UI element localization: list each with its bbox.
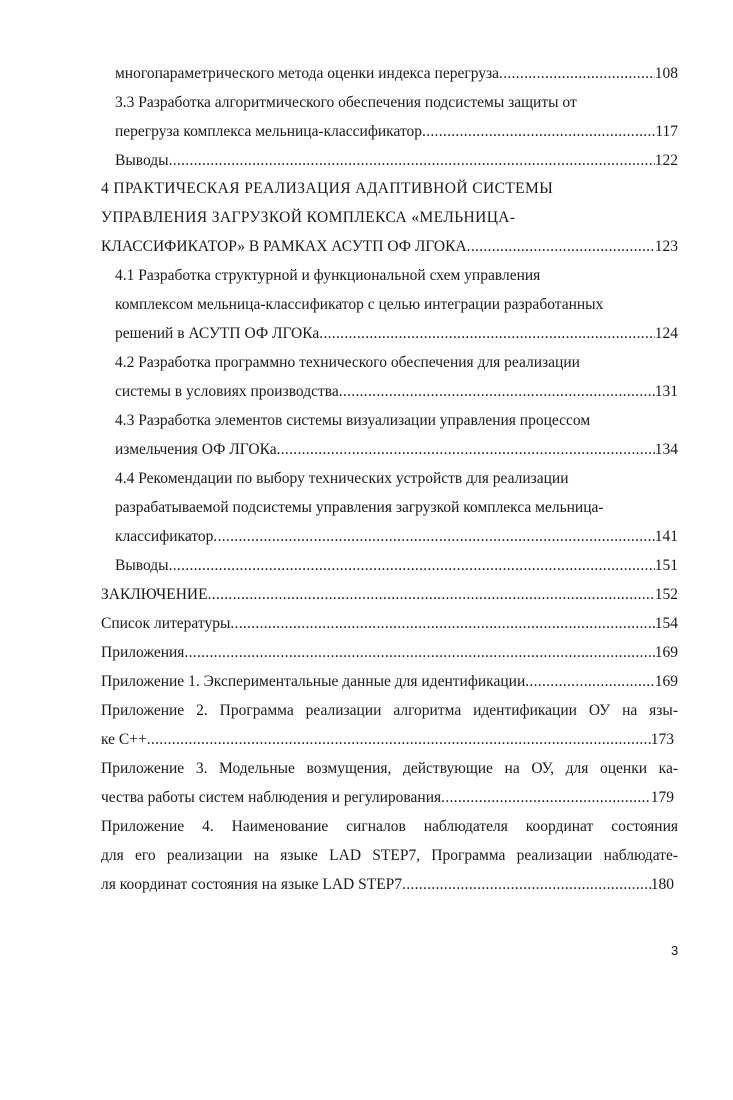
toc-entry-title: чества работы систем наблюдения и регулирования bbox=[101, 789, 442, 806]
toc-entry-title: перегруза комплекса мельница-классификатор bbox=[115, 123, 423, 140]
toc-leader-dots bbox=[441, 787, 651, 809]
toc-entry-title: КЛАССИФИКАТОР» В РАМКАХ АСУТП ОФ ЛГОКА bbox=[101, 238, 467, 255]
toc-entry-page: 134 bbox=[654, 441, 678, 458]
toc-entry-page: 179 bbox=[650, 789, 674, 806]
toc-entry-page: 180 bbox=[650, 876, 674, 893]
toc-entry-title: Приложения bbox=[101, 644, 185, 661]
toc-entry-title: ля координат состояния на языке LAD STEP7 bbox=[101, 876, 403, 893]
toc-entry-title: Выводы bbox=[115, 152, 169, 169]
toc-entry[interactable] bbox=[115, 323, 678, 345]
toc-leader-dots bbox=[467, 236, 655, 258]
toc-entry-page: 122 bbox=[654, 152, 678, 169]
toc-entry-title[interactable]: комплексом мельница-классификатор с целью интеграции разработанных bbox=[115, 296, 604, 313]
toc-leader-dots bbox=[213, 526, 654, 548]
toc-entry-title[interactable]: 4.1 Разработка структурной и функциональной схем управления bbox=[115, 267, 541, 284]
toc-leader-dots bbox=[169, 555, 655, 577]
toc-entry-title: Список литературы bbox=[101, 615, 231, 632]
toc-entry-page: 152 bbox=[654, 586, 678, 603]
toc-entry-title[interactable]: 4.3 Разработка элементов системы визуализации управления процессом bbox=[115, 412, 591, 429]
toc-entry-title: многопараметрического метода оценки индекса перегруза bbox=[115, 65, 500, 82]
toc-leader-dots bbox=[277, 439, 655, 461]
toc-leader-dots bbox=[230, 613, 654, 635]
toc-entry-title[interactable]: Приложение 4. Наименование сигналов наблюдателя координат состояния bbox=[101, 818, 678, 835]
toc-entry-title: Выводы bbox=[115, 557, 169, 574]
toc-leader-dots bbox=[184, 642, 654, 664]
toc-entry[interactable] bbox=[101, 236, 678, 258]
toc-chapter-title[interactable]: 4 ПРАКТИЧЕСКАЯ РЕАЛИЗАЦИЯ АДАПТИВНОЙ СИСТЕМЫ bbox=[101, 180, 554, 197]
toc-entry-title: Приложение 1. Экспериментальные данные для идентификации bbox=[101, 673, 526, 690]
toc-entry-page: 154 bbox=[654, 615, 678, 632]
toc-entry-title: ке С++ bbox=[101, 731, 147, 748]
toc-leader-dots bbox=[525, 671, 655, 693]
toc-entry[interactable] bbox=[115, 555, 678, 577]
toc-entry-page: 169 bbox=[654, 673, 678, 690]
toc-entry-title[interactable]: разрабатываемой подсистемы управления загрузкой комплекса мельница- bbox=[115, 499, 604, 516]
toc-leader-dots bbox=[208, 584, 655, 606]
toc-leader-dots bbox=[169, 150, 655, 172]
toc-leader-dots bbox=[422, 121, 655, 143]
toc-entry-page: 124 bbox=[654, 325, 678, 342]
toc-entry[interactable] bbox=[101, 671, 678, 693]
toc-entry-title: решений в АСУТП ОФ ЛГОКа bbox=[115, 325, 320, 342]
toc-entry[interactable] bbox=[101, 874, 674, 896]
toc-leader-dots bbox=[147, 729, 651, 751]
toc-entry-page: 123 bbox=[654, 238, 678, 255]
toc-entry-page: 173 bbox=[650, 731, 674, 748]
toc-entry-title[interactable]: 3.3 Разработка алгоритмического обеспечения подсистемы защиты от bbox=[115, 94, 577, 111]
toc-entry-title[interactable]: Приложение 2. Программа реализации алгоритма идентификации ОУ на язы- bbox=[101, 702, 678, 719]
toc-entry-page: 131 bbox=[654, 383, 678, 400]
toc-entry-page: 169 bbox=[654, 644, 678, 661]
toc-entry-title[interactable]: Приложение 3. Модельные возмущения, действующие на ОУ, для оценки ка- bbox=[101, 760, 678, 777]
toc-entry[interactable] bbox=[115, 121, 678, 143]
toc-entry[interactable] bbox=[101, 613, 678, 635]
toc-entry-page: 141 bbox=[654, 528, 678, 545]
toc-entry[interactable] bbox=[101, 642, 678, 664]
toc-leader-dots bbox=[319, 323, 654, 345]
toc-entry[interactable] bbox=[115, 381, 678, 403]
toc-entry[interactable] bbox=[101, 584, 678, 606]
toc-entry[interactable] bbox=[115, 63, 678, 85]
toc-entry[interactable] bbox=[101, 787, 674, 809]
toc-leader-dots bbox=[402, 874, 651, 896]
toc-entry[interactable] bbox=[101, 729, 674, 751]
toc-entry-title[interactable]: 4.4 Рекомендации по выбору технических устройств для реализации bbox=[115, 470, 569, 487]
toc-entry-title[interactable]: для его реализации на языке LAD STEP7, Программа реализации наблюдате- bbox=[101, 847, 678, 864]
page-number: 3 bbox=[671, 943, 679, 958]
toc-entry[interactable] bbox=[115, 150, 678, 172]
toc-entry-title: измельчения ОФ ЛГОКа bbox=[115, 441, 277, 458]
toc-entry-title[interactable]: 4.2 Разработка программно технического обеспечения для реализации bbox=[115, 354, 580, 371]
toc-entry-title: классификатор bbox=[115, 528, 214, 545]
toc-entry-title: системы в условиях производства bbox=[115, 383, 339, 400]
toc-entry-page: 108 bbox=[654, 65, 678, 82]
toc-entry-title: ЗАКЛЮЧЕНИЕ bbox=[101, 586, 208, 603]
toc-leader-dots bbox=[499, 63, 655, 85]
toc-entry[interactable] bbox=[115, 526, 678, 548]
toc-entry-page: 151 bbox=[654, 557, 678, 574]
toc-entry-page: 117 bbox=[655, 123, 678, 140]
toc-chapter-title[interactable]: УПРАВЛЕНИЯ ЗАГРУЗКОЙ КОМПЛЕКСА «МЕЛЬНИЦА- bbox=[101, 209, 516, 226]
toc-leader-dots bbox=[339, 381, 655, 403]
toc-entry[interactable] bbox=[115, 439, 678, 461]
